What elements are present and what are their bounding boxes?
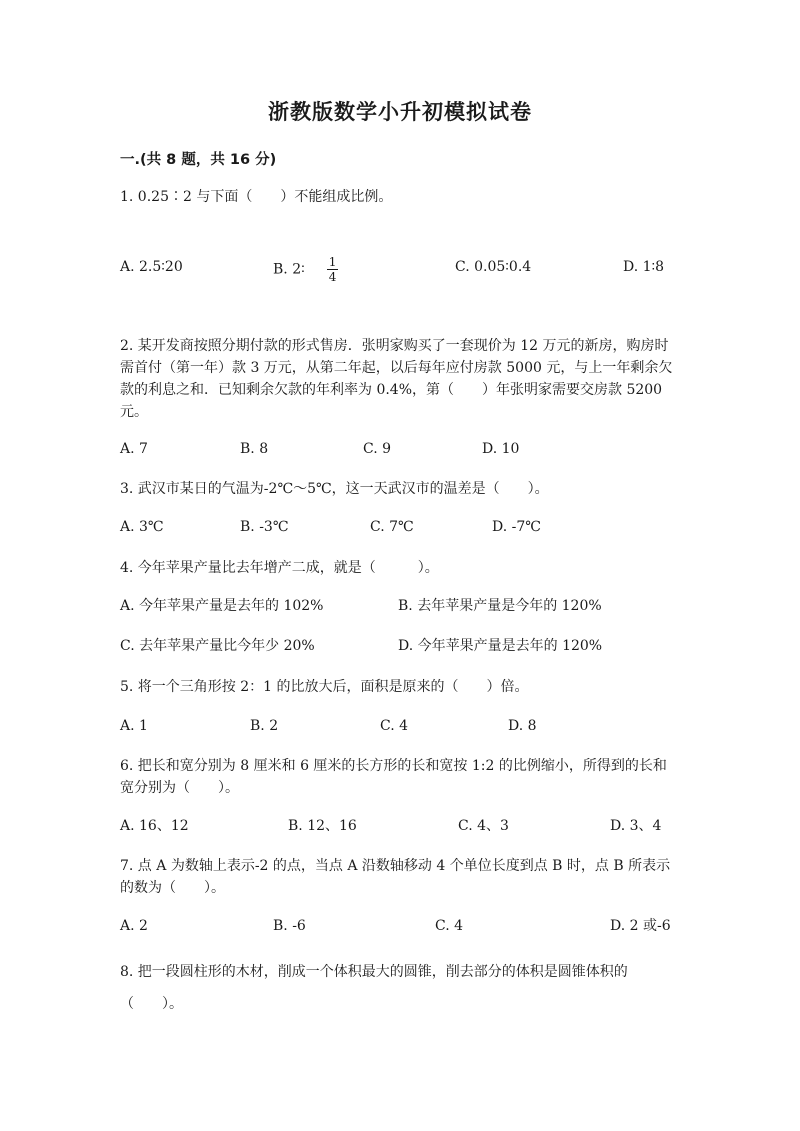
options-4-row2 [120,634,680,658]
question-6: 6. 把长和宽分别为 8 厘米和 6 厘米的长方形的长和宽按 1:2 的比例缩小，所得到的长和宽分别为（ ）。 [120,758,667,796]
option-5c[interactable]: C. 4 [380,718,409,734]
option-6d[interactable]: D. 3、4 [610,818,662,834]
option-7d[interactable]: D. 2 或-6 [610,918,671,934]
options-5 [120,714,680,738]
option-3d[interactable]: D. -7℃ [492,519,541,535]
question-5: 5. 将一个三角形按 2：1 的比放大后，面积是原来的（ ）倍。 [120,679,529,695]
option-2a[interactable]: A. 7 [120,441,148,457]
option-1d[interactable]: D. 1∶8 [623,259,665,275]
question-3: 3. 武汉市某日的气温为-2℃～5℃，这一天武汉市的温差是（ ）。 [120,481,549,497]
option-5a[interactable]: A. 1 [120,718,148,734]
option-2b[interactable]: B. 8 [240,441,269,457]
option-1b[interactable]: B. 2∶ $\frac{1}{4}$ [273,255,337,284]
option-4d[interactable]: D. 今年苹果产量是去年的 120% [398,638,603,654]
option-6a[interactable]: A. 16、12 [120,818,189,834]
fraction-one-quarter: $\frac{1}{4}$ [328,255,337,284]
option-7a[interactable]: A. 2 [120,918,148,934]
question-1: 1. 0.25∶2 与下面（ ）不能组成比例。 [120,189,393,205]
question-7: 7. 点 A 为数轴上表示-2 的点，当点 A 沿数轴移动 4 个单位长度到点 B 时，点 B 所表示的数为（ ）。 [120,858,671,896]
section-heading: 一.(共 8 题，共 16 分) [120,152,277,168]
option-7b[interactable]: B. -6 [273,918,306,934]
option-3c[interactable]: C. 7℃ [370,519,414,535]
options-6 [120,814,680,838]
options-7 [120,914,680,938]
option-6c[interactable]: C. 4、3 [458,818,509,834]
option-4b[interactable]: B. 去年苹果产量是今年的 120% [398,598,602,614]
option-2c[interactable]: C. 9 [363,441,392,457]
options-2 [120,437,680,461]
question-8: 8. 把一段圆柱形的木材，削成一个体积最大的圆锥，削去部分的体积是圆锥体积的（ ）。 [120,964,628,1012]
option-3a[interactable]: A. 3℃ [120,519,164,535]
option-7c[interactable]: C. 4 [435,918,464,934]
option-1a[interactable]: A. 2.5∶20 [120,259,183,275]
options-1 [120,255,680,284]
option-3b[interactable]: B. -3℃ [240,519,289,535]
options-4-row1 [120,594,680,618]
option-1c[interactable]: C. 0.05∶0.4 [455,259,532,275]
option-4c[interactable]: C. 去年苹果产量比今年少 20% [120,638,315,654]
option-5d[interactable]: D. 8 [508,718,537,734]
question-4: 4. 今年苹果产量比去年增产二成，就是（ ）。 [120,560,439,576]
option-4a[interactable]: A. 今年苹果产量是去年的 102% [120,598,324,614]
page-title: 浙教版数学小升初模拟试卷 [268,100,532,124]
option-5b[interactable]: B. 2 [250,718,279,734]
option-2d[interactable]: D. 10 [482,441,520,457]
question-2: 2. 某开发商按照分期付款的形式售房．张明家购买了一套现价为 12 万元的新房，购房时需首付（第一年）款 3 万元，从第二年起，以后每年应付房款 5000 元，与上一年剩余欠款的利息之和．已知剩余欠款的年利率为 0.4%，第（ ）年张明家需要交房款 5200 元。 [120,338,673,420]
options-3 [120,515,680,539]
option-6b[interactable]: B. 12、16 [288,818,357,834]
